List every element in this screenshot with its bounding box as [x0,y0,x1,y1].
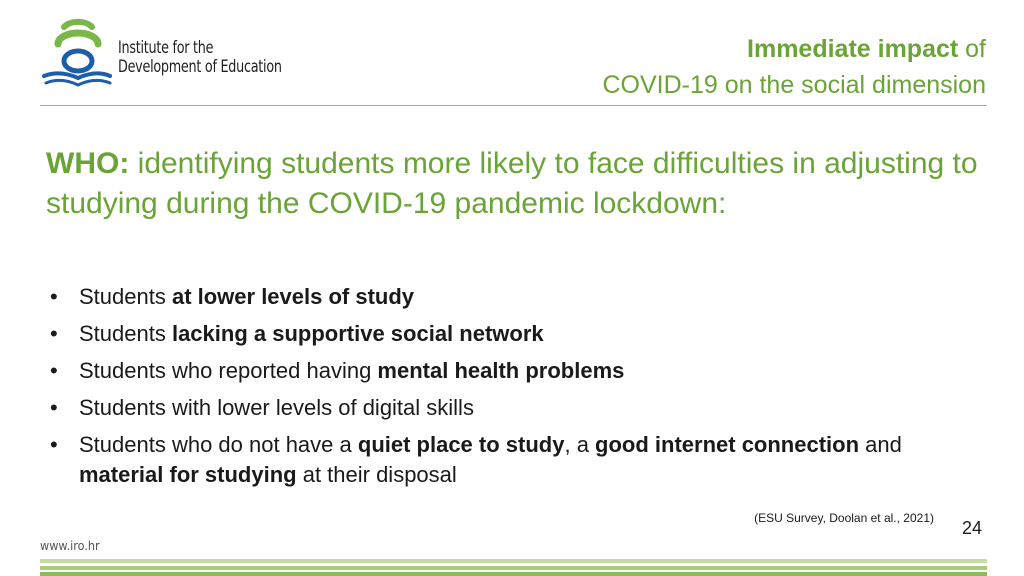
bullet-emphasis: quiet place to study [357,432,565,457]
footer-bar-light [40,559,987,563]
bullet-text: Students with lower levels of digital skills [79,395,474,420]
bullet-text: Students [79,321,172,346]
slide-heading [46,144,986,224]
institute-name-line1: Institute for the [118,38,214,57]
bullet-emphasis: good internet connection [595,432,860,457]
header-title-line2: COVID-19 on the social dimension [602,71,986,99]
bullet-text: , a [564,432,596,457]
bullet-marker: • [50,284,58,309]
citation: (ESU Survey, Doolan et al., 2021) [754,511,934,525]
institute-name-line2: Development of Education [118,57,282,76]
bullet-item [50,356,950,386]
header-title-strong: Immediate impact [747,35,959,63]
footer-decoration [40,556,987,576]
bullet-marker: • [50,358,58,383]
bullet-marker: • [50,432,58,457]
slide-header-title [602,31,986,103]
footer-bar-mid [40,566,987,570]
bullet-text: Students [79,284,172,309]
footer-bar-dark [40,572,987,576]
bullet-item [50,282,950,312]
page-number: 24 [961,518,982,538]
bullet-emphasis: material for studying [79,462,297,487]
footer-url: www.iro.hr [40,538,100,553]
bullet-text: and [859,432,902,457]
bullet-item [50,430,950,490]
bullet-marker: • [50,321,58,346]
header-title-rest: of [958,35,986,63]
header-title-line1 [602,31,986,67]
bullet-marker: • [50,395,58,420]
institute-name [118,38,282,76]
heading-text: identifying students more likely to face difficulties in adjusting to studying during the COVID-19 pandemic lockdown: [46,147,978,220]
bullet-list [50,282,950,497]
institute-logo [40,14,300,90]
bullet-text: at their disposal [296,462,457,487]
bullet-emphasis: lacking a supportive social network [171,321,544,346]
bullet-item [50,393,950,423]
bullet-item [50,319,950,349]
header-divider [40,105,987,106]
bullet-emphasis: at lower levels of study [171,284,415,309]
bullet-text: Students who do not have a [79,432,358,457]
bullet-emphasis: mental health problems [377,358,625,383]
institute-logo-icon [40,14,112,90]
heading-label: WHO: [46,147,130,180]
bullet-text: Students who reported having [79,358,378,383]
